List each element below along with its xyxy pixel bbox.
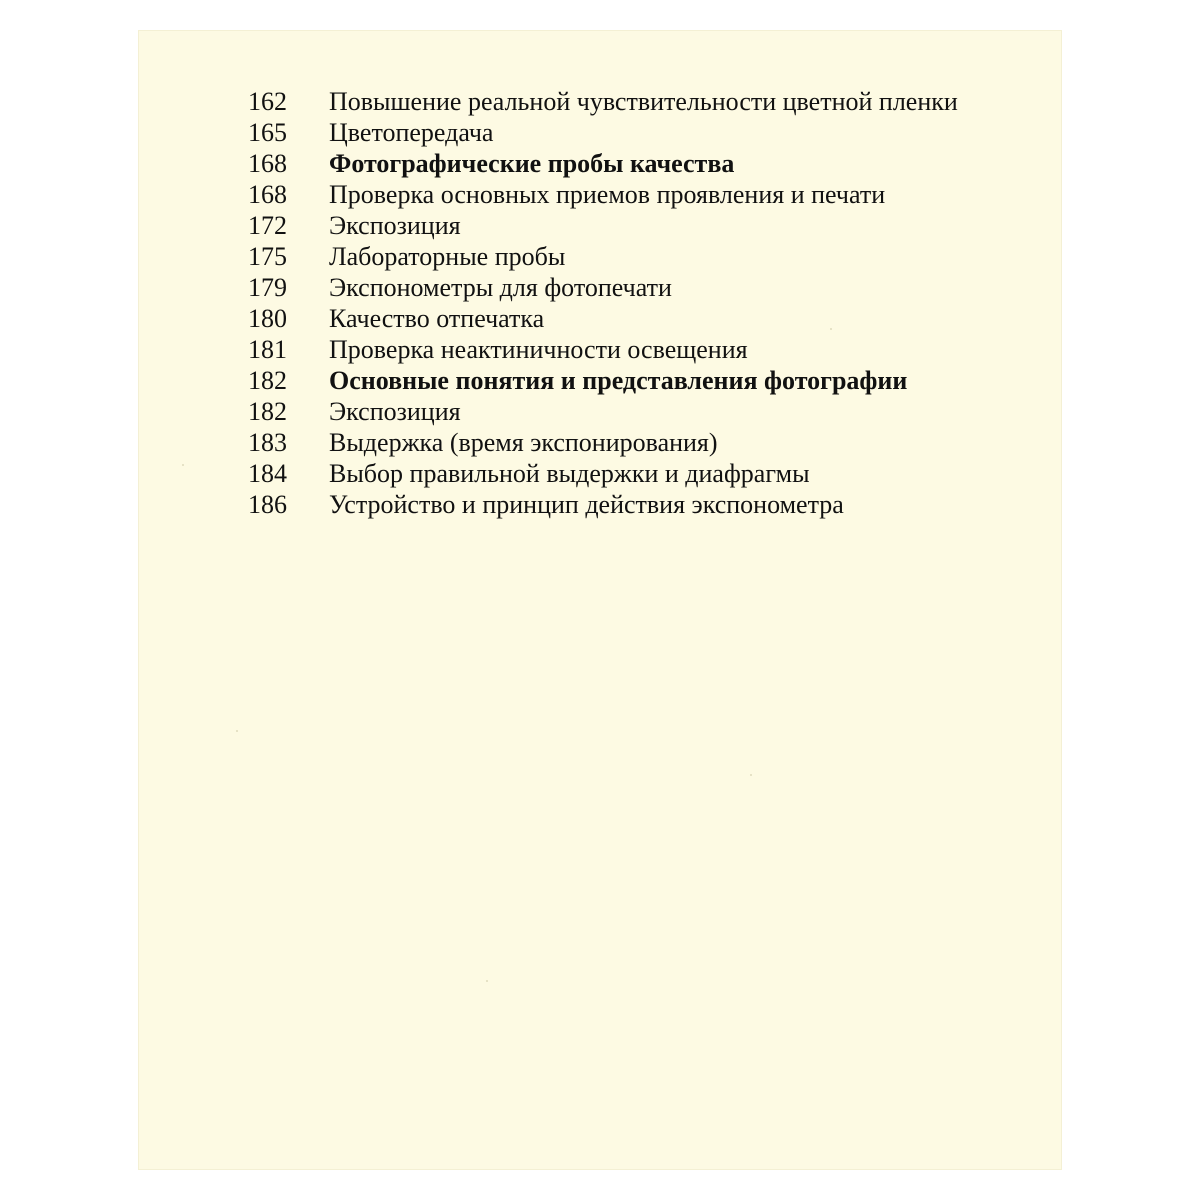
toc-page-number: 186: [248, 490, 287, 519]
toc-entry-title: Проверка неактиничности освещения: [329, 335, 748, 364]
toc-entry-title: Экспозиция: [329, 211, 461, 240]
toc-entry: [248, 179, 1048, 210]
toc-entry-title: Повышение реальной чувствительности цветной пленки: [329, 87, 958, 116]
toc-entry: [248, 489, 1048, 520]
paper-speck: [750, 774, 752, 776]
toc-page-number: 183: [248, 428, 287, 457]
toc-entry-title: Лабораторные пробы: [329, 242, 566, 271]
toc-page-number: 181: [248, 335, 287, 364]
toc-entry-title: Проверка основных приемов проявления и печати: [329, 180, 886, 209]
toc-entry: [248, 365, 1048, 396]
toc-entry-title: Выбор правильной выдержки и диафрагмы: [329, 459, 810, 488]
book-page: [138, 30, 1062, 1170]
toc-entry: [248, 427, 1048, 458]
toc-page-number: 179: [248, 273, 287, 302]
toc-page-number: 175: [248, 242, 287, 271]
toc-page-number: 182: [248, 366, 287, 395]
toc-entry-title: Выдержка (время экспонирования): [329, 428, 718, 457]
toc-entry-title: Экспонометры для фотопечати: [329, 273, 672, 302]
paper-speck: [182, 464, 184, 466]
toc-entry: [248, 241, 1048, 272]
toc-entry-title: Качество отпечатка: [329, 304, 545, 333]
toc-entry: [248, 86, 1048, 117]
toc-entry-title: Фотографические пробы качества: [329, 149, 735, 178]
toc-page-number: 184: [248, 459, 287, 488]
toc-page-number: 165: [248, 118, 287, 147]
toc-entry: [248, 210, 1048, 241]
toc-page-number: 168: [248, 149, 287, 178]
paper-speck: [236, 730, 238, 732]
paper-speck: [830, 328, 832, 330]
toc-entry-title: Цветопередача: [329, 118, 494, 147]
toc-entry-title: Основные понятия и представления фотографии: [329, 366, 908, 395]
toc-entry: [248, 148, 1048, 179]
paper-speck: [486, 980, 488, 982]
toc-page-number: 168: [248, 180, 287, 209]
toc-page-number: 180: [248, 304, 287, 333]
toc-entry: [248, 272, 1048, 303]
toc-entry: [248, 303, 1048, 334]
toc-entry: [248, 396, 1048, 427]
toc-entry: [248, 334, 1048, 365]
toc-entry-title: Экспозиция: [329, 397, 461, 426]
table-of-contents: [248, 86, 1048, 520]
toc-entry: [248, 458, 1048, 489]
toc-page-number: 182: [248, 397, 287, 426]
toc-page-number: 172: [248, 211, 287, 240]
toc-entry: [248, 117, 1048, 148]
toc-entry-title: Устройство и принцип действия экспонометра: [329, 490, 844, 519]
toc-page-number: 162: [248, 87, 287, 116]
